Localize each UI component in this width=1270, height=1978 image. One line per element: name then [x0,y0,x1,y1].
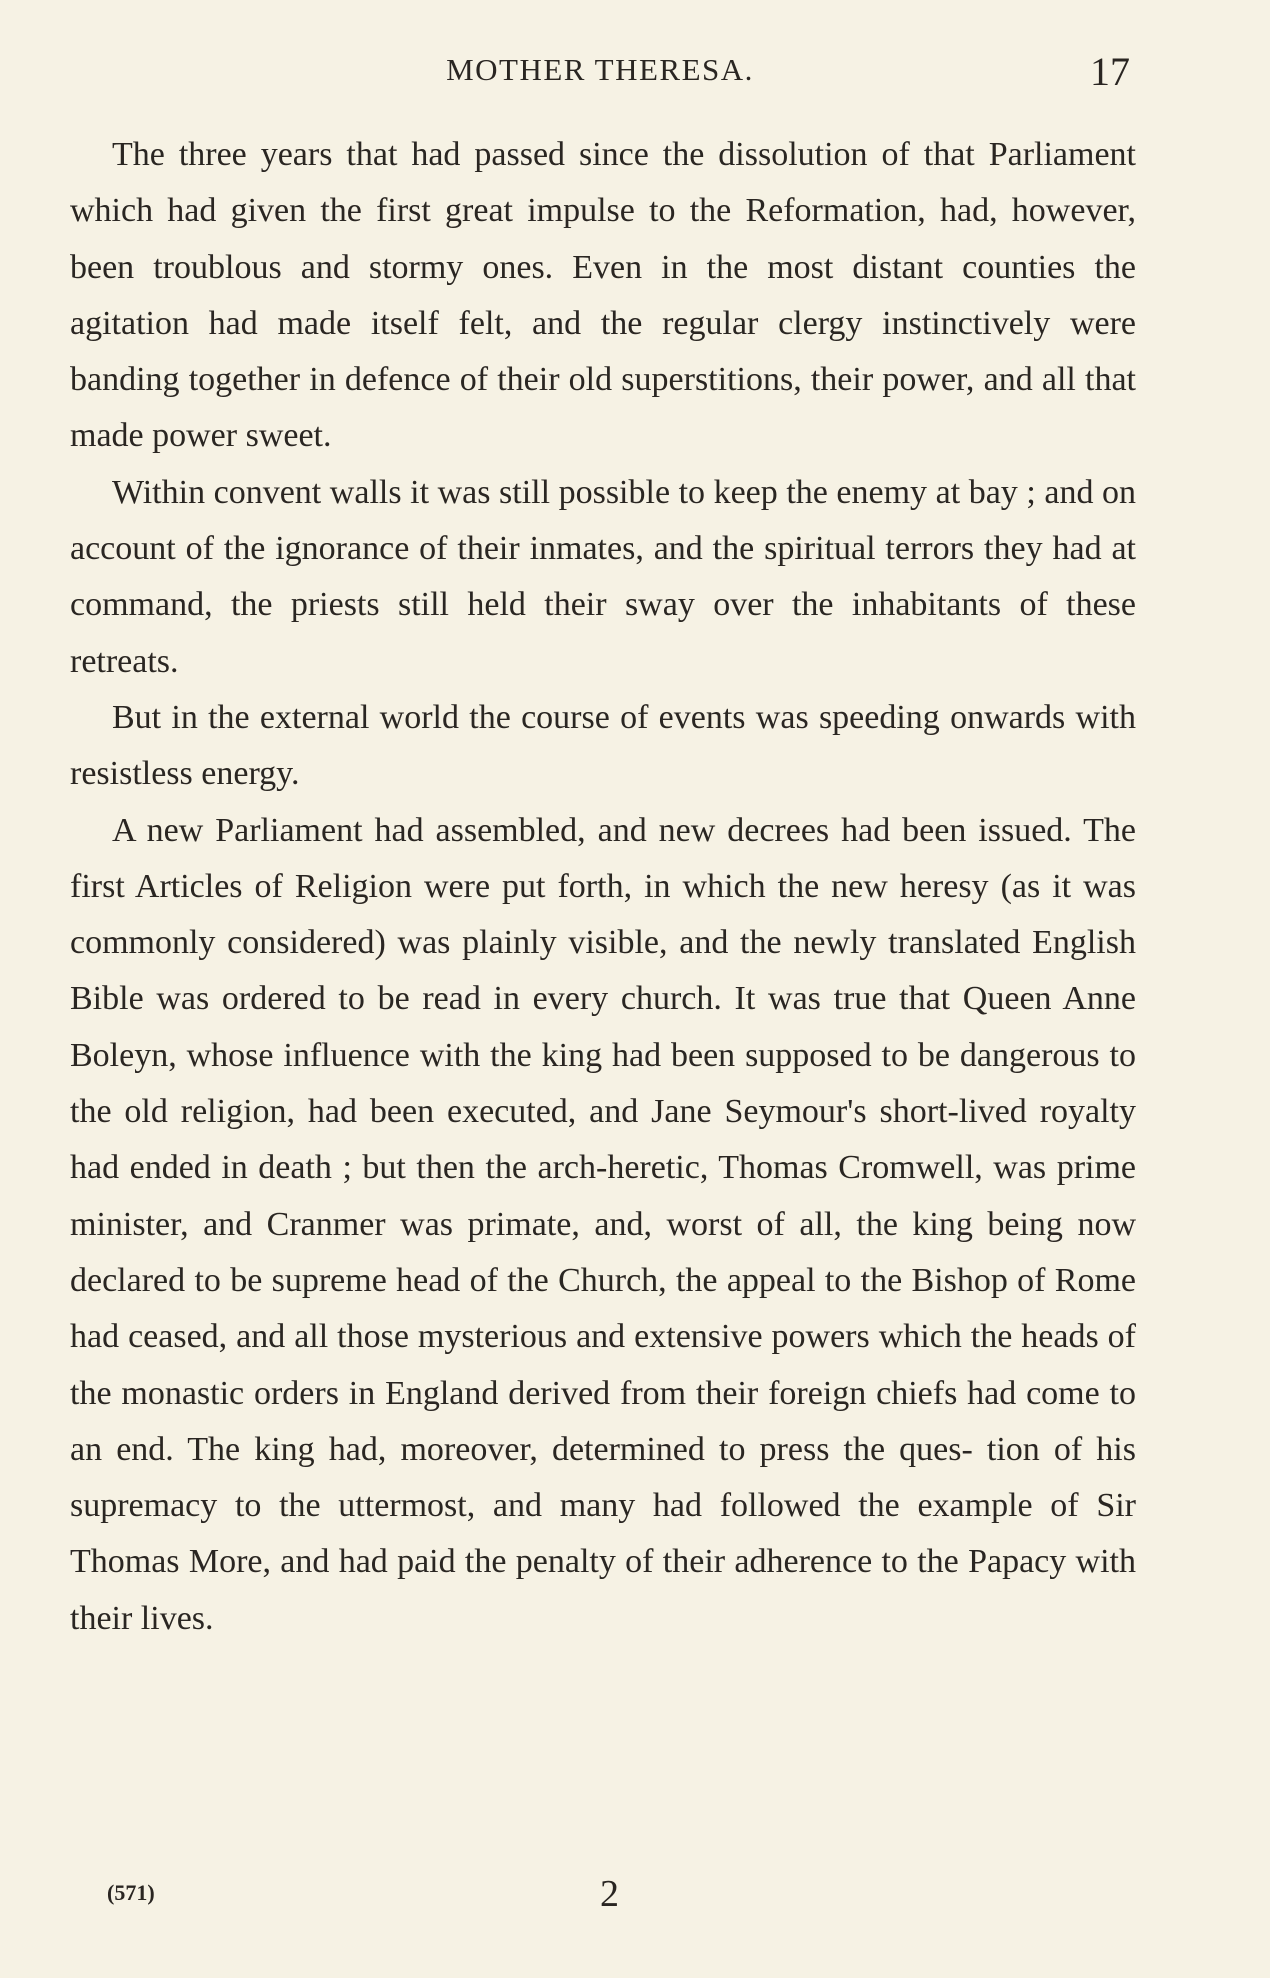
page-number: 17 [1090,49,1130,94]
paragraph-2: Within convent walls it was still possible to keep the enemy at bay ; and on account of the ignorance of their inmates, and the spiritual terrors they had at command, the priests still held their sway over the inhabitants of these retreats. [70,473,1136,680]
running-title: MOTHER THERESA. [446,52,754,87]
paragraph-1: The three years that had passed since the dissolution of that Parliament which had given the first great impulse to the Reformation, had, however, been troublous and stormy ones. Even in the most distant counties the agitation had made itself felt, and the regular clergy instinctively were banding together in defence of their old superstitions, their power, and all that made power sweet. [70,136,1136,455]
page-footer [70,1866,1130,1926]
running-head [70,48,1130,98]
paragraph-3: But in the external world the course of events was speeding onwards with resistless energy. [70,698,1136,793]
paragraph-4: A new Parliament had assembled, and new decrees had been issued. The first Articles of Religion were put forth, in which the new heresy (as it was commonly considered) was plainly visible, and the newly translated English Bible was ordered to be read in every church. It was true that Queen Anne Boleyn, whose influence with the king had been supposed to be dangerous to the old religion, had been executed, and Jane Seymour's short-lived royalty had ended in death ; but then the arch-heretic, Thomas Cromwell, was prime minister, and Cranmer was primate, and, worst of all, the king being now declared to be supreme head of the Church, the appeal to the Bishop of Rome had ceased, and all those mysterious and extensive powers which the heads of the monastic orders in England derived from their foreign chiefs had come to an end. The king had, moreover, determined to press the ques- tion of his supremacy to the uttermost, and many had followed the example of Sir Thomas More, and had paid the penalty of their adherence to the Papacy with their lives. [70,811,1136,1637]
signature-number: 2 [600,1873,619,1915]
print-signature-mark: (571) [107,1880,155,1905]
body-text [70,127,1136,1647]
